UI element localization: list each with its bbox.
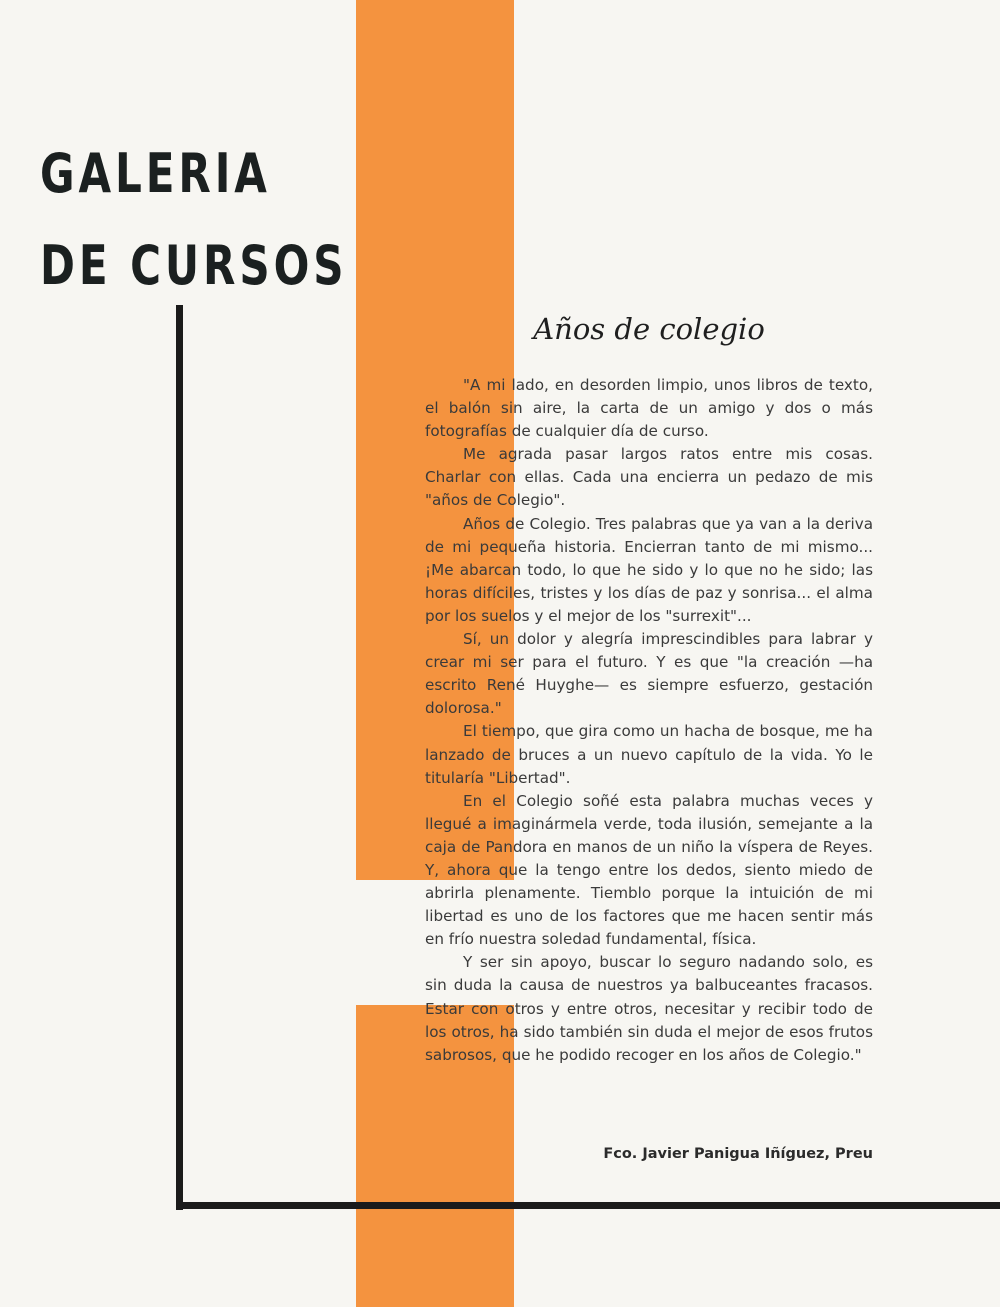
section-title [40,128,348,312]
section-title-line-1: GALERIA [40,142,271,205]
paragraph-2: Me agrada pasar largos ratos entre mis cosas. Charlar con ellas. Cada una encierra un pedazo de mis "años de Colegio". [425,445,873,510]
paragraph-3: Años de Colegio. Tres palabras que ya van a la deriva de mi pequeña historia. Encierran tanto de mi mismo... ¡Me abarcan todo, lo que he sido y lo que no he sido; las horas difíciles, tristes y los días de paz y sonrisa... el alma por los suelos y el mejor de los "surrexit"... [425,514,873,625]
article-body [425,374,873,1067]
paragraph-7: Y ser sin apoyo, buscar lo seguro nadando solo, es sin duda la causa de nuestros ya balbuceantes fracasos. Estar con otros y entre otros, necesitar y recibir todo de los otros, ha sido también sin duda el mejor de esos frutos sabrosos, que he podido recoger en los años de Colegio." [425,953,873,1064]
paragraph-1: "A mi lado, en desorden limpio, unos libros de texto, el balón sin aire, la carta de un amigo y dos o más fotografías de cualquier día de curso. [425,376,873,441]
vertical-rule [176,305,183,1210]
paragraph-5: El tiempo, que gira como un hacha de bosque, me ha lanzado de bruces a un nuevo capítulo de la vida. Yo le titularía "Libertad". [425,722,873,787]
article-title: Años de colegio [533,312,765,346]
author-signature: Fco. Javier Panigua Iñíguez, Preu [603,1146,873,1162]
section-title-line-2: DE CURSOS [40,234,348,297]
paragraph-6: En el Colegio soñé esta palabra muchas veces y llegué a imaginármela verde, toda ilusión, semejante a la caja de Pandora en manos de un niño la víspera de Reyes. Y, ahora que la tengo entre los dedos, siento miedo de abrirla plenamente. Tiemblo porque la intuición de mi libertad es uno de los factores que me hacen sentir más en frío nuestra soledad fundamental, física. [425,791,873,949]
paragraph-4: Sí, un dolor y alegría imprescindibles para labrar y crear mi ser para el futuro. Y es que "la creación —ha escrito René Huyghe— es siempre esfuerzo, gestación dolorosa." [425,630,873,718]
horizontal-rule [176,1202,1000,1209]
